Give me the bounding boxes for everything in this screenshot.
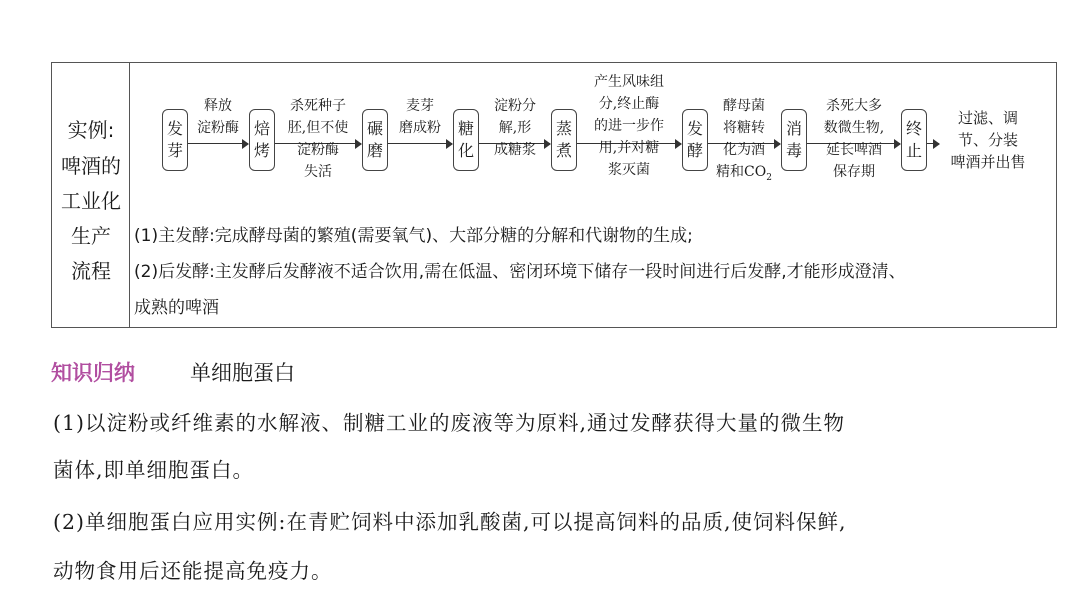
arrow-label bbox=[192, 95, 244, 139]
step-char: 终 bbox=[905, 119, 922, 138]
arrow-label-line: 延长啤酒 bbox=[826, 142, 882, 158]
flow-arrow bbox=[188, 143, 248, 144]
arrow-label bbox=[940, 107, 1036, 173]
arrow-label-line: 啤酒并出售 bbox=[950, 153, 1026, 171]
arrow-label-line: 磨成粉 bbox=[399, 120, 441, 136]
arrow-label-line: 化为酒 bbox=[723, 142, 765, 158]
co2-subscript: 2 bbox=[766, 172, 772, 183]
section-heading: 知识归纳 bbox=[51, 361, 135, 385]
arrow-label-line: 节、分装 bbox=[957, 131, 1018, 149]
arrow-label-line: 数微生物, bbox=[823, 120, 885, 136]
left-label-line: 实例: bbox=[67, 118, 115, 142]
arrow-label-line: 淀粉酶 bbox=[297, 142, 339, 158]
arrow-label-line: 释放 bbox=[204, 98, 232, 114]
step-char: 止 bbox=[905, 141, 922, 160]
arrow-label bbox=[392, 95, 448, 139]
note-line: (1)主发酵:完成酵母菌的繁殖(需要氧气)、大部分糖的分解和代谢物的生成; bbox=[134, 226, 693, 246]
arrow-label-line: 杀死大多 bbox=[826, 98, 882, 114]
arrow-label-line: 杀死种子 bbox=[290, 98, 346, 114]
step-char: 碾 bbox=[366, 119, 383, 138]
arrow-label-line: 产生风味组 bbox=[594, 74, 664, 90]
arrow-label bbox=[810, 95, 898, 183]
arrow-label-line: 分,终止酶 bbox=[598, 96, 660, 112]
arrow-label-line bbox=[712, 161, 776, 189]
process-table bbox=[51, 62, 1057, 328]
flow-arrow bbox=[388, 143, 452, 144]
arrow-label-line: 酵母菌 bbox=[723, 98, 765, 114]
paragraph-line: 菌体,即单细胞蛋白。 bbox=[53, 458, 255, 482]
step-box bbox=[249, 109, 275, 171]
step-char: 煮 bbox=[555, 141, 572, 160]
note-line: (2)后发酵:主发酵后发酵液不适合饮用,需在低温、密闭环境下储存一段时间进行后发酵,才能形成澄清、 bbox=[134, 262, 906, 282]
arrow-label-line: 将糖转 bbox=[723, 120, 765, 136]
arrow-label-line: 浆灭菌 bbox=[608, 162, 650, 178]
left-label-line: 生产 bbox=[71, 224, 111, 248]
left-label-line: 流程 bbox=[71, 259, 111, 283]
arrow-label bbox=[712, 95, 776, 189]
step-char: 毒 bbox=[785, 141, 802, 160]
paragraph-line: (1)以淀粉或纤维素的水解液、制糖工业的废液等为原料,通过发酵获得大量的微生物 bbox=[53, 411, 846, 435]
left-label-line: 工业化 bbox=[61, 189, 121, 213]
step-box bbox=[682, 109, 708, 171]
co2-text: 精和CO bbox=[716, 164, 767, 180]
step-box bbox=[362, 109, 388, 171]
step-char: 磨 bbox=[366, 141, 383, 160]
step-char: 发 bbox=[166, 119, 183, 138]
step-box bbox=[551, 109, 577, 171]
note-line: 成熟的啤酒 bbox=[134, 298, 219, 318]
arrow-label-line: 用,并对糖 bbox=[598, 140, 660, 156]
arrow-label-line: 过滤、调 bbox=[957, 109, 1018, 127]
step-char: 芽 bbox=[166, 141, 183, 160]
arrow-label bbox=[581, 71, 677, 181]
step-char: 发 bbox=[686, 119, 703, 138]
arrow-label bbox=[280, 95, 356, 183]
arrow-label-line: 失活 bbox=[304, 164, 332, 180]
step-char: 酵 bbox=[686, 141, 703, 160]
step-box bbox=[162, 109, 188, 171]
step-box bbox=[901, 109, 927, 171]
step-char: 化 bbox=[457, 141, 474, 160]
paragraph-line: (2)单细胞蛋白应用实例:在青贮饲料中添加乳酸菌,可以提高饲料的品质,使饲料保鲜, bbox=[53, 510, 847, 534]
step-box bbox=[781, 109, 807, 171]
arrow-label bbox=[484, 95, 546, 161]
step-char: 糖 bbox=[457, 119, 474, 138]
step-char: 消 bbox=[785, 119, 802, 138]
arrow-label-line: 胚,但不使 bbox=[287, 120, 349, 136]
arrow-label-line: 成糖浆 bbox=[494, 142, 536, 158]
arrow-label-line: 的进一步作 bbox=[594, 118, 664, 134]
arrow-label-line: 淀粉酶 bbox=[197, 120, 239, 136]
left-label-cell bbox=[52, 63, 130, 327]
step-box bbox=[453, 109, 479, 171]
arrow-label-line: 保存期 bbox=[833, 164, 875, 180]
flow-arrow bbox=[927, 143, 939, 144]
step-char: 焙 bbox=[253, 119, 270, 138]
left-label-line: 啤酒的 bbox=[61, 154, 121, 178]
section-subheading: 单细胞蛋白 bbox=[190, 361, 295, 385]
step-char: 烤 bbox=[253, 141, 270, 160]
arrow-label-line: 麦芽 bbox=[406, 98, 434, 114]
arrow-label-line: 解,形 bbox=[498, 120, 532, 136]
step-char: 蒸 bbox=[555, 119, 572, 138]
paragraph-line: 动物食用后还能提高免疫力。 bbox=[53, 559, 333, 583]
arrow-label-line: 淀粉分 bbox=[494, 98, 536, 114]
